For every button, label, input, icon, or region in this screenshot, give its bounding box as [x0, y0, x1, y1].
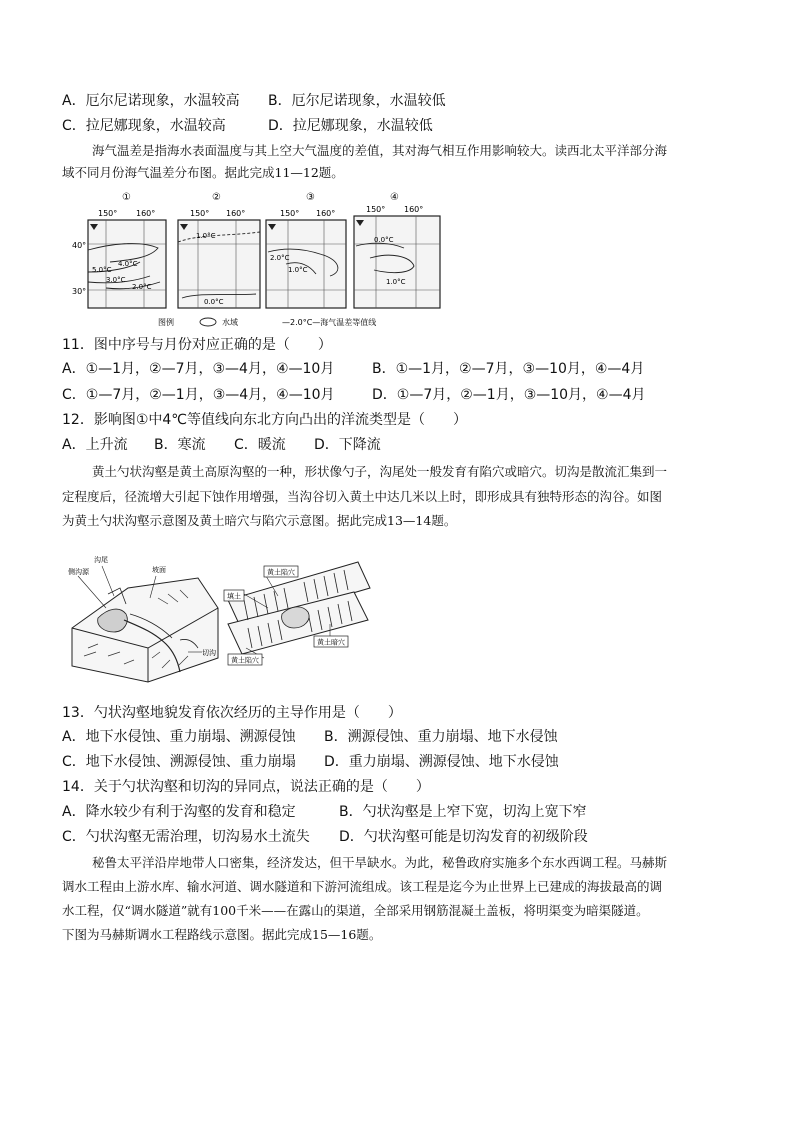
q10-option-d: D．拉尼娜现象，水温较低 [268, 118, 433, 134]
passage3-line1: 秘鲁太平洋沿岸地带人口密集，经济发达，但干旱缺水。为此，秘鲁政府实施多个东水西调工程。马赫斯 [92, 855, 668, 870]
q14-options-row-1 [62, 802, 587, 822]
legend-title: 图例 [158, 318, 174, 327]
q14-option-c: C．勺状沟壑无需治理，切沟易水土流失 [62, 829, 310, 845]
panel-lon-150: 150° [366, 205, 386, 214]
panel-number: ④ [390, 192, 399, 203]
passage2-line3: 为黄土勺状沟壑示意图及黄土暗穴与陷穴示意图。据此完成13—14题。 [62, 513, 457, 528]
q10-option-c: C．拉尼娜现象，水温较高 [62, 118, 226, 134]
passage2-line1: 黄土勺状沟壑是黄土高原沟壑的一种，形状像勺子，沟尾处一般发育有陷穴或暗穴。切沟是散流汇集到一 [92, 464, 668, 479]
panel-lon-160: 160° [404, 205, 424, 214]
isoline-label: 1.0°C [386, 278, 406, 286]
isoline-label: 1.0°C [288, 266, 308, 274]
q12-option-c: C．暖流 [234, 437, 286, 453]
isoline-label: 3.0°C [106, 276, 126, 284]
q13-options-row-2 [62, 752, 559, 772]
q12-option-b: B．寒流 [154, 437, 206, 453]
panel-lon-160: 160° [136, 209, 156, 218]
isoline-label: 2.0°C [132, 283, 152, 291]
passage1-line1: 海气温差是指海水表面温度与其上空大气温度的差值，其对海气相互作用影响较大。读西北太平洋部分海 [92, 143, 668, 158]
legend-water-label: 水域 [222, 318, 238, 327]
passage1-line2: 域不同月份海气温差分布图。据此完成11—12题。 [62, 165, 344, 180]
isoline-label: 2.0°C [270, 254, 290, 262]
panel-lon-150: 150° [190, 209, 210, 218]
panel-number: ③ [306, 192, 315, 203]
q14-option-a: A．降水较少有利于沟壑的发育和稳定 [62, 804, 296, 820]
q11-option-d: D．①—7月，②—1月，③—10月，④—4月 [372, 387, 646, 403]
map-legend [158, 317, 376, 327]
q10-options-row-1 [62, 91, 446, 111]
loess-cave-cross-section [224, 562, 370, 665]
lat-30-label: 30° [72, 287, 87, 296]
q13-option-b: B．溯源侵蚀、重力崩塌、地下水侵蚀 [324, 729, 558, 745]
map-panel-4 [354, 192, 440, 308]
spoon-gully-block-diagram [68, 555, 218, 682]
water-legend-icon [200, 318, 216, 326]
loess-gully-figure [68, 548, 378, 684]
gully-label: 侧沟源 [68, 568, 89, 576]
gully-label: 切沟 [202, 649, 216, 657]
map-panel-1 [88, 192, 166, 308]
q13-options-row-1 [62, 727, 558, 747]
cave-label: 黄土陷穴 [231, 656, 259, 665]
q13-option-d: D．重力崩塌、溯源侵蚀、地下水侵蚀 [324, 754, 559, 770]
map-panel-2 [178, 192, 260, 308]
q12-options [62, 435, 381, 455]
passage3-line3: 水工程，仅“调水隧道”就有100千米——在露山的渠道，全部采用钢筋混凝土盖板，将明渠变为暗渠隧道。 [62, 903, 649, 918]
q10-options-row-2 [62, 116, 433, 136]
q13-stem: 13．勺状沟壑地貌发育依次经历的主导作用是（ ） [62, 705, 402, 721]
q14-option-b: B．勺状沟壑是上窄下宽，切沟上宽下窄 [339, 804, 587, 820]
legend-isoline-label: —2.0°C—海气温差等值线 [282, 318, 377, 327]
panel-lon-150: 150° [280, 209, 300, 218]
isoline-label: 5.0°C [92, 266, 112, 274]
cave-label: 黄土陷穴 [267, 568, 295, 577]
isoline-label: 1.0°C [196, 232, 216, 240]
cave-label: 填土 [227, 592, 241, 601]
panel-number: ① [122, 192, 131, 203]
q13-option-c: C．地下水侵蚀、溯源侵蚀、重力崩塌 [62, 754, 296, 770]
q13-option-a: A．地下水侵蚀、重力崩塌、溯源侵蚀 [62, 729, 296, 745]
passage3-line2: 调水工程由上游水库、输水河道、调水隧道和下游河流组成。该工程是迄今为止世界上已建成的海拔最高的调 [62, 879, 663, 894]
q12-option-a: A．上升流 [62, 437, 128, 453]
q14-options-row-2 [62, 827, 588, 847]
q12-option-d: D．下降流 [314, 437, 381, 453]
gully-label: 坡面 [152, 566, 166, 574]
q14-option-d: D．勺状沟壑可能是切沟发育的初级阶段 [339, 829, 588, 845]
q12-stem: 12．影响图①中4℃等值线向东北方向凸出的洋流类型是（ ） [62, 412, 467, 428]
q10-option-b: B．厄尔尼诺现象，水温较低 [268, 93, 446, 109]
isoline-label: 0.0°C [374, 236, 394, 244]
isoline-label: 0.0°C [204, 298, 224, 306]
isoline-label: 4.0°C [118, 260, 138, 268]
map-panel-3 [266, 192, 346, 308]
q11-option-a: A．①—1月，②—7月，③—4月，④—10月 [62, 361, 335, 377]
passage2-line2: 定程度后，径流增大引起下蚀作用增强，当沟谷切入黄土中达几米以上时，即形成具有独特形态的沟谷。如图 [62, 489, 663, 504]
q11-options-row-2 [62, 385, 646, 405]
panel-lon-150: 150° [98, 209, 118, 218]
passage3-line4: 下图为马赫斯调水工程路线示意图。据此完成15—16题。 [62, 927, 382, 942]
q10-option-a: A．厄尔尼诺现象，水温较高 [62, 93, 240, 109]
cave-label: 黄土暗穴 [317, 638, 345, 647]
panel-lon-160: 160° [316, 209, 336, 218]
sea-air-temp-maps-figure [70, 186, 445, 331]
panel-number: ② [212, 192, 221, 203]
q14-stem: 14．关于勺状沟壑和切沟的异同点，说法正确的是（ ） [62, 779, 430, 795]
lat-40-label: 40° [72, 241, 87, 250]
q11-option-c: C．①—7月，②—1月，③—4月，④—10月 [62, 387, 335, 403]
panel-lon-160: 160° [226, 209, 246, 218]
q11-options-row-1 [62, 359, 644, 379]
gully-label: 沟尾 [94, 556, 108, 564]
q11-stem: 11．图中序号与月份对应正确的是（ ） [62, 337, 332, 353]
q11-option-b: B．①—1月，②—7月，③—10月，④—4月 [372, 361, 645, 377]
